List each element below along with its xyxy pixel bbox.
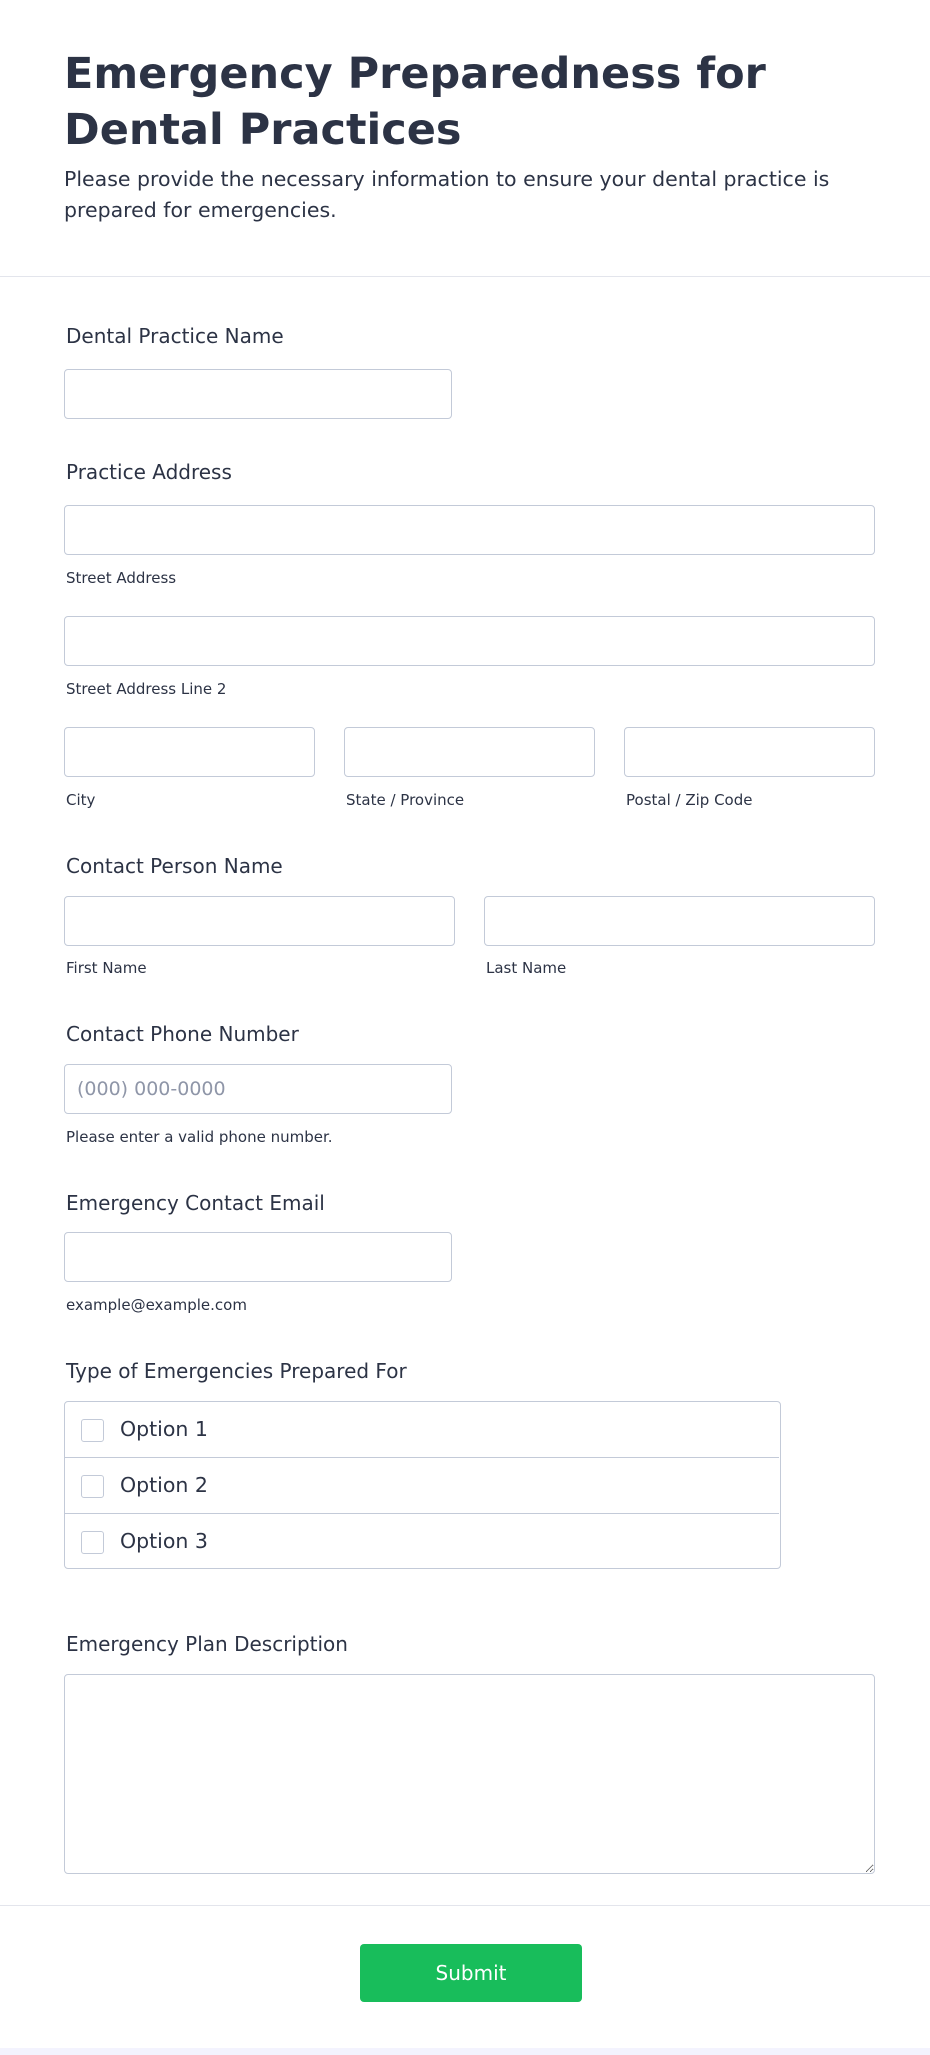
street-address-line2-sublabel: Street Address Line 2 — [66, 680, 227, 698]
checkbox-option-2[interactable] — [81, 1475, 104, 1498]
state-province-input[interactable] — [344, 727, 595, 777]
emergency-contact-email-label: Emergency Contact Email — [66, 1191, 325, 1215]
form-header — [0, 0, 930, 277]
email-sublabel: example@example.com — [66, 1296, 247, 1314]
practice-address-label: Practice Address — [66, 460, 232, 484]
checkbox-option-1[interactable] — [81, 1419, 104, 1442]
practice-name-label: Dental Practice Name — [66, 324, 284, 348]
practice-name-input[interactable] — [64, 369, 452, 419]
option-1-label: Option 1 — [120, 1417, 208, 1441]
contact-person-name-label: Contact Person Name — [66, 854, 283, 878]
city-sublabel: City — [66, 791, 96, 809]
contact-phone-number-label: Contact Phone Number — [66, 1022, 299, 1046]
footer-divider — [0, 1905, 930, 1906]
state-province-sublabel: State / Province — [346, 791, 465, 809]
phone-number-sublabel: Please enter a valid phone number. — [66, 1128, 333, 1146]
emergency-types-checklist — [64, 1401, 781, 1569]
first-name-input[interactable] — [64, 896, 455, 946]
emergency-types-label: Type of Emergencies Prepared For — [66, 1359, 407, 1383]
last-name-input[interactable] — [484, 896, 875, 946]
emergency-option-3[interactable] — [65, 1514, 779, 1569]
form-title: Emergency Preparedness for Dental Practices — [64, 49, 766, 155]
form-subtitle: Please provide the necessary information to ensure your dental practice is prepared for emergencies. — [64, 167, 830, 222]
last-name-sublabel: Last Name — [486, 959, 567, 977]
emergency-plan-description-label: Emergency Plan Description — [66, 1632, 348, 1656]
submit-button[interactable]: Submit — [360, 1944, 582, 2002]
street-address-sublabel: Street Address — [66, 569, 177, 587]
email-input[interactable] — [64, 1232, 452, 1282]
first-name-sublabel: First Name — [66, 959, 147, 977]
postal-zip-code-sublabel: Postal / Zip Code — [626, 791, 753, 809]
postal-zip-code-input[interactable] — [624, 727, 875, 777]
emergency-option-1[interactable] — [65, 1402, 779, 1458]
phone-number-input[interactable] — [64, 1064, 452, 1114]
option-3-label: Option 3 — [120, 1529, 208, 1553]
city-input[interactable] — [64, 727, 315, 777]
street-address-input[interactable] — [64, 505, 875, 555]
street-address-line2-input[interactable] — [64, 616, 875, 666]
checkbox-option-3[interactable] — [81, 1531, 104, 1554]
emergency-plan-description-textarea[interactable] — [64, 1674, 875, 1874]
emergency-option-2[interactable] — [65, 1458, 779, 1514]
option-2-label: Option 2 — [120, 1473, 208, 1497]
